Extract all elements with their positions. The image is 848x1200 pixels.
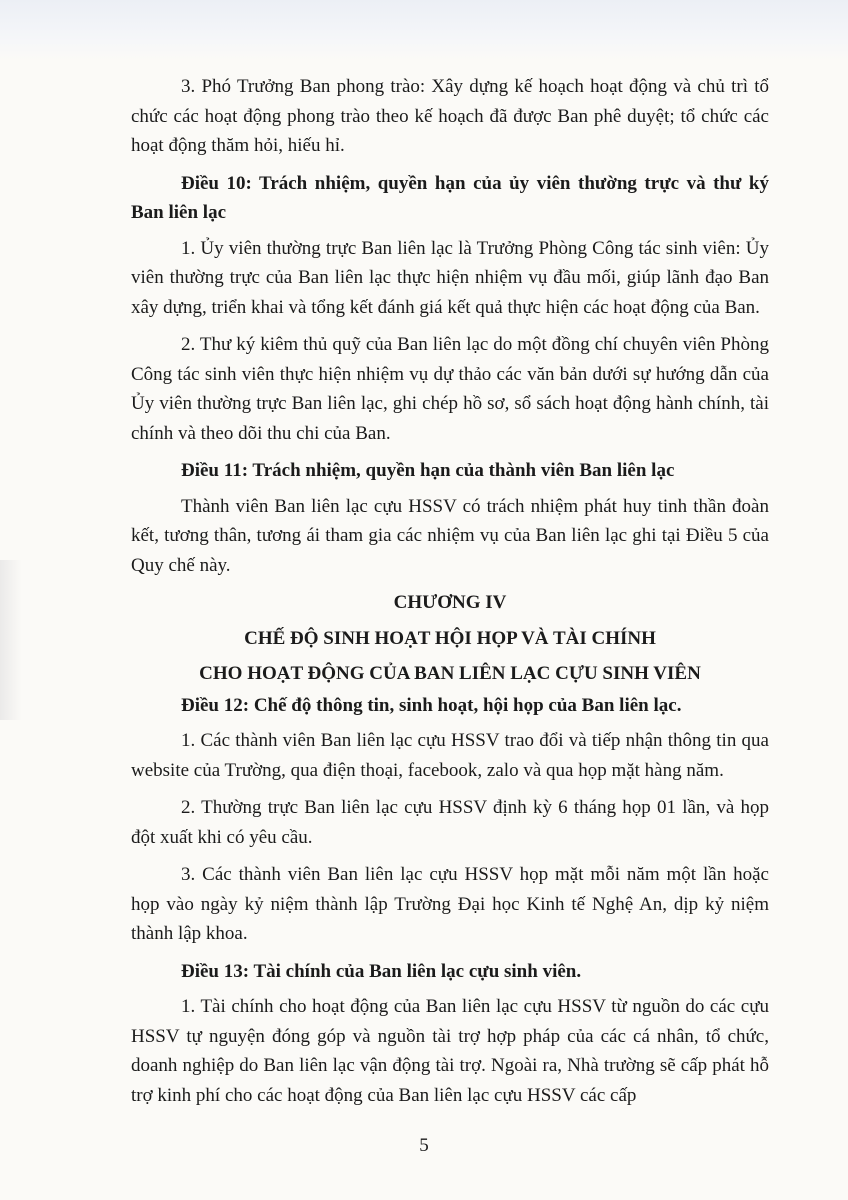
paragraph-finance-sources: 1. Tài chính cho hoạt động của Ban liên lạc cựu HSSV từ nguồn do các cựu HSSV tự nguyện đóng góp và nguồn tài trợ hợp pháp của các cá nhân, tổ chức, doanh nghiệp do Ban liên lạc vận động tài trợ. Ngoài ra, Nhà trường sẽ cấp phát hỗ trợ kinh phí cho các hoạt động của Ban liên lạc cựu HSSV các cấp	[131, 996, 769, 1106]
scan-edge-shadow	[0, 560, 22, 720]
paragraph-standing-member: 1. Ủy viên thường trực Ban liên lạc là Trưởng Phòng Công tác sinh viên: Ủy viên thường trực của Ban liên lạc thực hiện nhiệm vụ đầu mối, giúp lãnh đạo Ban xây dựng, triển khai và tổng kết đánh giá kết quả thực hiện các hoạt động của Ban.	[131, 237, 769, 318]
article-11-heading: Điều 11: Trách nhiệm, quyền hạn của thành viên Ban liên lạc	[181, 460, 675, 481]
paragraph-information-exchange: 1. Các thành viên Ban liên lạc cựu HSSV trao đổi và tiếp nhận thông tin qua website của Trường, qua điện thoại, facebook, zalo và qua họp mặt hàng năm.	[131, 730, 769, 781]
document-body	[131, 72, 769, 1110]
article-13-heading: Điều 13: Tài chính của Ban liên lạc cựu sinh viên.	[181, 960, 582, 982]
paragraph-vice-head-duties: 3. Phó Trưởng Ban phong trào: Xây dựng kế hoạch hoạt động và chủ trì tổ chức các hoạt động phong trào theo kế hoạch đã được Ban phê duyệt; tổ chức các hoạt động thăm hỏi, hiếu hỉ.	[131, 76, 769, 156]
paragraph-annual-meeting: 3. Các thành viên Ban liên lạc cựu HSSV họp mặt mỗi năm một lần hoặc họp vào ngày kỷ niệm thành lập Trường Đại học Kinh tế Nghệ An, dịp kỷ niệm thành lập khoa.	[131, 864, 769, 944]
scan-shading	[0, 0, 848, 60]
article-10-heading: Điều 10: Trách nhiệm, quyền hạn của ủy viên thường trực và thư ký Ban liên lạc	[131, 172, 769, 223]
paragraph-standing-meetings: 2. Thường trực Ban liên lạc cựu HSSV định kỳ 6 tháng họp 01 lần, và họp đột xuất khi có yêu cầu.	[131, 797, 769, 848]
chapter-label: CHƯƠNG IV	[393, 592, 507, 613]
paragraph-secretary: 2. Thư ký kiêm thủ quỹ của Ban liên lạc do một đồng chí chuyên viên Phòng Công tác sinh viên thực hiện nhiệm vụ dự thảo các văn bản dưới sự hướng dẫn của Ủy viên thường trực Ban liên lạc, ghi chép hồ sơ, sổ sách hoạt động hành chính, tài chính và theo dõi thu chi của Ban.	[131, 334, 769, 444]
page-number: 5	[419, 1135, 429, 1156]
paragraph-member-duties: Thành viên Ban liên lạc cựu HSSV có trách nhiệm phát huy tinh thần đoàn kết, tương thân, tương ái tham gia các nhiệm vụ của Ban liên lạc ghi tại Điều 5 của Quy chế này.	[131, 495, 769, 576]
chapter-title-line-2: CHO HOẠT ĐỘNG CỦA BAN LIÊN LẠC CỰU SINH VIÊN	[199, 663, 701, 684]
article-12-heading: Điều 12: Chế độ thông tin, sinh hoạt, hội họp của Ban liên lạc.	[181, 694, 682, 716]
chapter-title-line-1: CHẾ ĐỘ SINH HOẠT HỘI HỌP VÀ TÀI CHÍNH	[244, 627, 656, 649]
